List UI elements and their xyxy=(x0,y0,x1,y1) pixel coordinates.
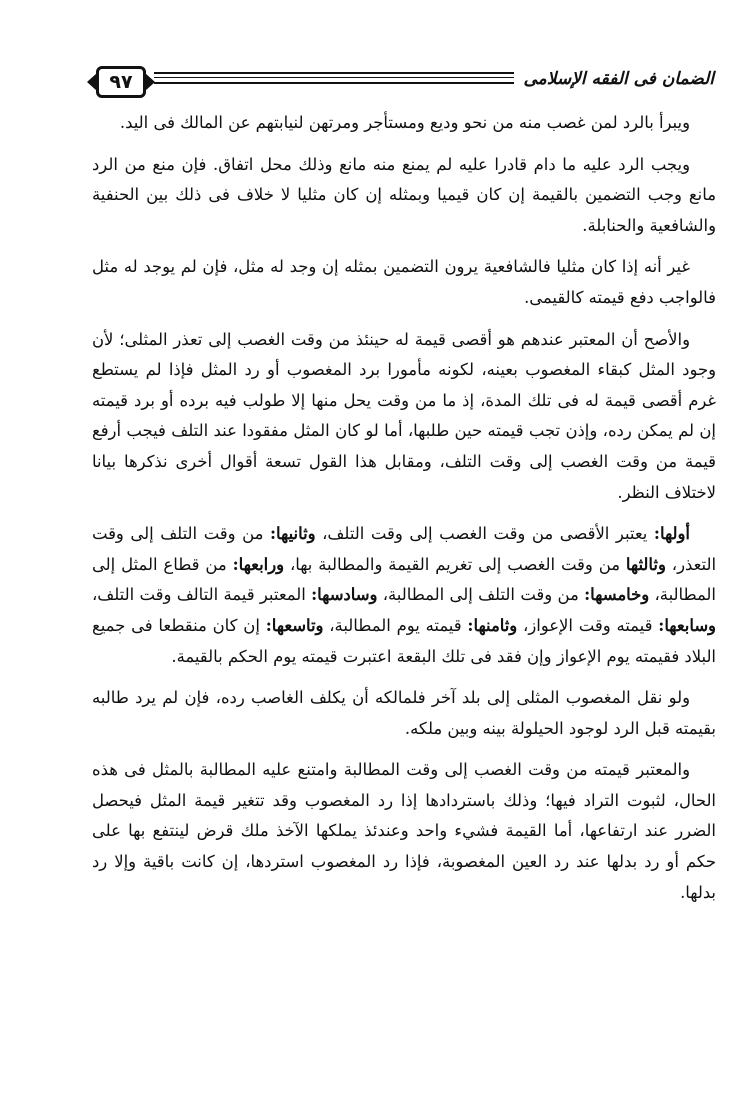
paragraph-text: من وقت الغصب إلى تغريم القيمة والمطالبة بها، xyxy=(284,554,626,574)
running-title: الضمان فى الفقه الإسلامى xyxy=(523,69,714,89)
enumeration-label: أولها: xyxy=(653,524,690,544)
page-header xyxy=(96,60,714,98)
paragraph-2: ويجب الرد عليه ما دام قادرا عليه لم يمنع منه مانع وذلك محل اتفاق. فإن منع من الرد مانع وجب التضمين بالقيمة إن كان قيميا وبمثله إن كان مثليا لا خلاف فى ذلك بين الحنفية والشافعية والحنابلة. xyxy=(92,154,716,235)
paragraph-text: من وقت التلف إلى وقت التعذر، xyxy=(92,524,717,574)
paragraph-text: المعتبر قيمة التالف وقت التلف، xyxy=(92,585,312,605)
enumeration-label: وثامنها: xyxy=(467,615,518,635)
enumeration-label: وسابعها: xyxy=(658,615,716,635)
header-rule xyxy=(154,72,514,86)
paragraph-6: ولو نقل المغصوب المثلى إلى بلد آخر فلمالكه أن يكلف الغاصب رده، فإن لم يرد طالبه بقيمته قبل الرد لوجود الحيلولة بينه وبين ملكه. xyxy=(92,688,716,738)
paragraph-5 xyxy=(92,519,716,672)
enumeration-label: وثالثها xyxy=(625,554,666,574)
enumeration-label: ورابعها: xyxy=(232,554,285,574)
paragraph-7: والمعتبر قيمته من وقت الغصب إلى وقت المطالبة وامتنع عليه المطالبة بالمثل فى هذه الحال، لثبوت التراد فيها؛ وذلك باستردادها إذا رد المغصوب وقد تتغير قيمة المثل فيحصل الضرر عند ارتفاعها، أما القيمة فشيء واحد وعندئذ يملكها الآخذ ملك قرض لينتفع بها على حكم أو رد بدلها عند رد العين المغصوبة، فإذا رد المغصوب استردها، إن كانت باقية وإلا رد بدلها. xyxy=(92,760,716,902)
paragraph-text: إن كان منقطعا فى جميع البلاد فقيمته يوم الإعواز وإن فقد فى تلك البقعة اعتبرت قيمته يوم الحكم بالقيمة. xyxy=(92,615,716,666)
enumeration-label: وخامسها: xyxy=(584,585,650,605)
paragraph-text: قيمته وقت الإعواز، xyxy=(517,615,659,635)
paragraph-text: من قطاع المثل إلى المطالبة، xyxy=(92,554,716,605)
paragraph-4: والأصح أن المعتبر عندهم هو أقصى قيمة له حينئذ من وقت الغصب إلى تعذر المثلى؛ لأن وجود المثل كبقاء المغصوب بعينه، لكونه مأمورا برد المغصوب أو رد المثل فإذا لم يستطع غرم أقصى قيمة له فى تلك المدة، إذ ما من وقت يحل منها إلا طولب فيه برده أو برد قيمته إن لم يمكن رده، وإذن تجب قيمته حين طلبها، أما لو كان المثل مفقودا عند التلف فيجب أرفع قيمة من وقت الغصب إلى وقت التلف، ومقابل هذا القول تسعة أقوال أخرى نذكرها بيانا لاختلاف النظر. xyxy=(92,329,716,502)
paragraph-text: قيمته يوم المطالبة، xyxy=(323,615,468,635)
page-number: ٩٧ xyxy=(96,66,146,98)
paragraph-1: ويبرأ بالرد لمن غصب منه من نحو وديع ومستأجر ومرتهن لنيابتهم عن المالك فى اليد. xyxy=(119,113,690,132)
enumeration-label: وسادسها: xyxy=(311,585,378,605)
enumeration-label: وتاسعها: xyxy=(265,615,324,635)
enumeration-label: وثانيها: xyxy=(269,524,316,544)
body-text xyxy=(92,108,716,919)
paragraph-text: من وقت التلف إلى المطالبة، xyxy=(377,585,585,605)
paragraph-text: يعتبر الأقصى من وقت الغصب إلى وقت التلف، xyxy=(315,524,654,544)
paragraph-3: غير أنه إذا كان مثليا فالشافعية يرون التضمين بمثله إن وجد له مثل، فإن لم يوجد له مثل فالواجب دفع قيمته كالقيمى. xyxy=(92,257,716,307)
